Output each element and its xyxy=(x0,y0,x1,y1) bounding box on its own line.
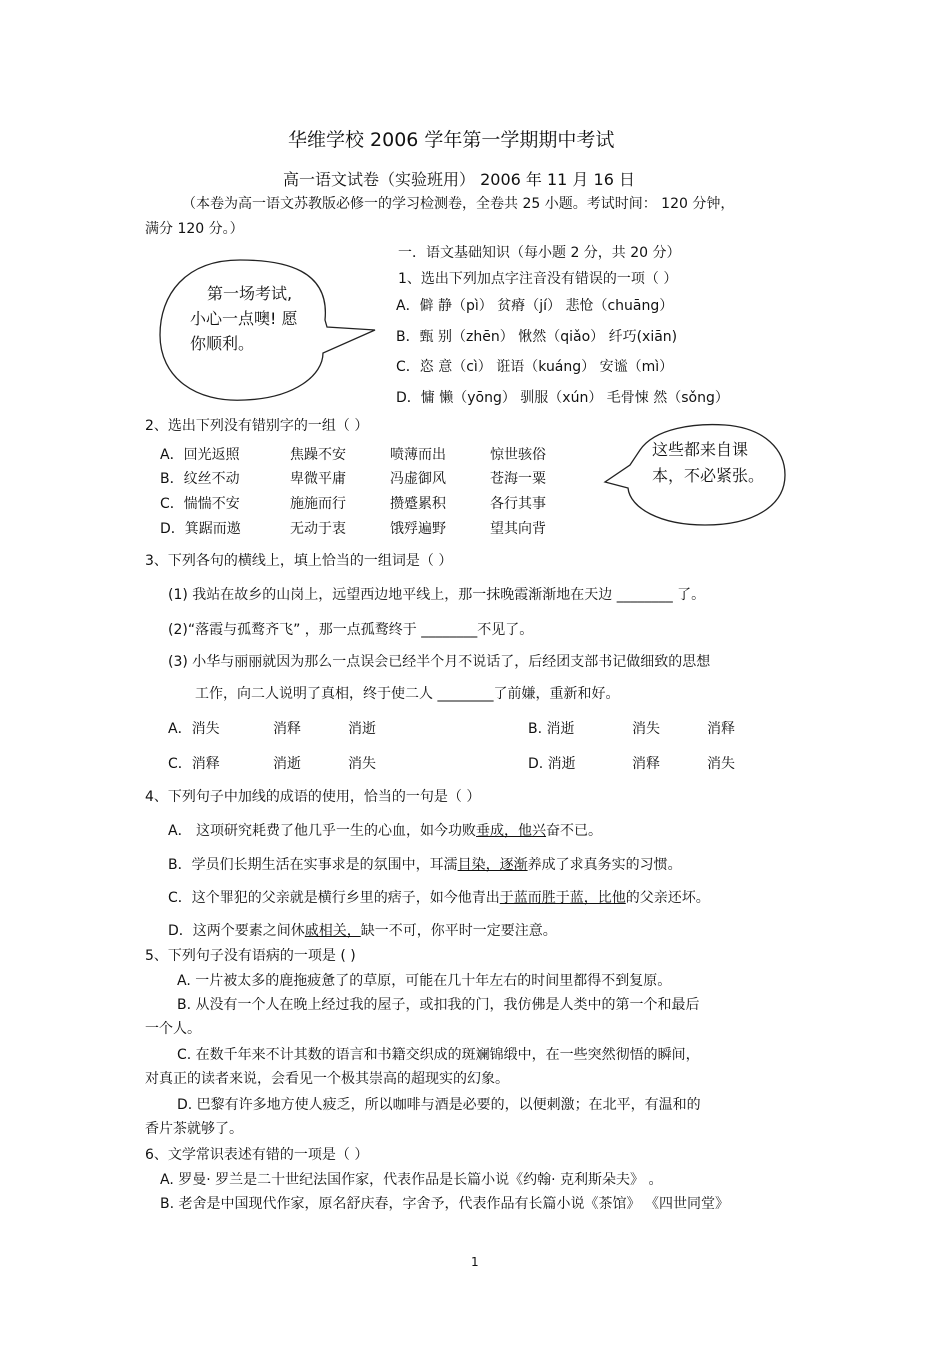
section-1-heading: 一．语文基础知识（每小题 2 分，共 20 分） xyxy=(398,245,681,261)
q2-b-3: 冯虚御风 xyxy=(390,471,446,487)
q2-a-1: A．回光返照 xyxy=(160,447,240,463)
bubble-left-line-2: 小心一点噢! 愿 xyxy=(190,309,298,328)
bubble-left-line-1: 第一场考试, xyxy=(207,284,293,303)
q3-c-3: 消失 xyxy=(348,756,376,772)
q3-b-2: 消失 xyxy=(632,721,660,737)
q5-option-b-line-2: 一个人。 xyxy=(145,1021,201,1037)
q3-d-1: D. 消逝 xyxy=(528,756,576,772)
q4-stem: 4、下列句子中加线的成语的使用，恰当的一句是（ ） xyxy=(145,789,481,805)
q6-option-b: B. 老舍是中国现代作家，原名舒庆春，字舍予，代表作品有长篇小说《茶馆》 《四世同堂》 xyxy=(160,1196,729,1212)
q3-a-1: A．消失 xyxy=(168,721,220,737)
q2-d-4: 望其向背 xyxy=(490,521,546,537)
q2-d-3: 饿殍遍野 xyxy=(390,521,446,537)
q2-c-2: 施施而行 xyxy=(290,496,346,512)
q3-sentence-3a: (3) 小华与丽丽就因为那么一点误会已经半个月不说话了，后经团支部书记做细致的思想 xyxy=(168,654,711,670)
q4-option-c: C．这个罪犯的父亲就是横行乡里的痞子，如今他青出于蓝而胜于蓝，比他的父亲还坏。 xyxy=(168,890,710,906)
q4-a-underlined: 垂成，他兴 xyxy=(476,823,547,839)
q2-d-1: D．箕踞而遨 xyxy=(160,521,241,537)
q1-option-b: B．甄 别（zhēn） 愀然（qiǎo） 纤巧(xiān) xyxy=(396,329,678,345)
q3-d-2: 消释 xyxy=(632,756,660,772)
q4-option-d: D．这两个要素之间休戚相关，缺一不可，你平时一定要注意。 xyxy=(168,923,557,939)
bubble-right-line-2: 本，不必紧张。 xyxy=(652,466,765,485)
q2-b-2: 卑微平庸 xyxy=(290,471,346,487)
q6-stem: 6、文学常识表述有错的一项是（ ） xyxy=(145,1147,369,1163)
intro-line-2: 满分 120 分。） xyxy=(145,221,244,237)
q2-a-2: 焦躁不安 xyxy=(290,447,346,463)
q3-a-3: 消逝 xyxy=(348,721,376,737)
q4-d-underlined: 戚相关， xyxy=(304,923,361,939)
q3-a-2: 消释 xyxy=(273,721,301,737)
q1-option-c: C．恣 意（cì） 诳语（kuáng） 安谧（mì） xyxy=(396,359,674,375)
q1-stem: 1、选出下列加点字注音没有错误的一项（ ） xyxy=(398,271,678,287)
q4-b-underlined: 目染，逐渐 xyxy=(457,857,528,873)
exam-subtitle: 高一语文试卷（实验班用） 2006 年 11 月 16 日 xyxy=(283,170,635,189)
q3-b-1: B. 消逝 xyxy=(528,721,575,737)
q4-option-b: B．学员们长期生活在实事求是的氛围中，耳濡目染，逐渐养成了求真务实的习惯。 xyxy=(168,857,682,873)
q2-c-3: 攒蹙累积 xyxy=(390,496,446,512)
q1-option-d: D．慵 懒（yōng） 驯服（xún） 毛骨悚 然（sǒng） xyxy=(396,390,729,406)
q3-d-3: 消失 xyxy=(707,756,735,772)
q2-c-1: C．惴惴不安 xyxy=(160,496,240,512)
q3-sentence-2: (2)“落霞与孤鹜齐飞” ，那一点孤鹜终于 ________不见了。 xyxy=(168,622,534,638)
q2-b-4: 苍海一粟 xyxy=(490,471,546,487)
q4-option-a: A． 这项研究耗费了他几乎一生的心血，如今功败垂成，他兴奋不已。 xyxy=(168,823,603,839)
bubble-left-line-3: 你顺利。 xyxy=(190,334,255,353)
exam-title: 华维学校 2006 学年第一学期期中考试 xyxy=(288,129,615,151)
q5-option-c-line-2: 对真正的读者来说，会看见一个极其崇高的超现实的幻象。 xyxy=(145,1071,509,1087)
page-number: 1 xyxy=(471,1255,479,1269)
q3-b-3: 消释 xyxy=(707,721,735,737)
q4-c-underlined: 于蓝而胜于蓝，比他 xyxy=(499,890,626,906)
q1-option-a: A．僻 静（pì） 贫瘠（jí） 悲怆（chuāng） xyxy=(396,298,674,314)
q5-option-c-line-1: C. 在数千年来不计其数的语言和书籍交织成的斑斓锦缎中，在一些突然彻悟的瞬间， xyxy=(177,1047,700,1063)
q5-stem: 5、下列句子没有语病的一项是 ( ) xyxy=(145,948,356,964)
q3-sentence-1: (1) 我站在故乡的山岗上，远望西边地平线上，那一抹晚霞渐渐地在天边 ________ 了。 xyxy=(168,587,706,603)
q3-c-1: C．消释 xyxy=(168,756,220,772)
q5-option-a: A. 一片被太多的鹿拖疲惫了的草原，可能在几十年左右的时间里都得不到复原。 xyxy=(177,973,672,989)
q3-stem: 3、下列各句的横线上，填上恰当的一组词是（ ） xyxy=(145,553,453,569)
q5-option-b-line-1: B. 从没有一个人在晚上经过我的屋子，或扣我的门，我仿佛是人类中的第一个和最后 xyxy=(177,997,700,1013)
q3-sentence-3b: 工作，向二人说明了真相，终于使二人 ________了前嫌，重新和好。 xyxy=(195,686,620,702)
bubble-right-line-1: 这些都来自课 xyxy=(652,440,749,459)
q2-d-2: 无动于衷 xyxy=(290,521,346,537)
q5-option-d-line-1: D. 巴黎有许多地方使人疲乏，所以咖啡与酒是必要的，以便刺激；在北平，有温和的 xyxy=(177,1097,701,1113)
q2-a-3: 喷薄而出 xyxy=(390,447,446,463)
q2-stem: 2、选出下列没有错别字的一组（ ） xyxy=(145,418,369,434)
q3-c-2: 消逝 xyxy=(273,756,301,772)
intro-line-1: （本卷为高一语文苏教版必修一的学习检测卷，全卷共 25 小题。考试时间： 120 分钟， xyxy=(182,196,735,212)
q2-b-1: B．纹丝不动 xyxy=(160,471,240,487)
q5-option-d-line-2: 香片茶就够了。 xyxy=(145,1121,243,1137)
q2-a-4: 惊世骇俗 xyxy=(490,447,546,463)
q6-option-a: A. 罗曼· 罗兰是二十世纪法国作家，代表作品是长篇小说《约翰· 克利斯朵夫》 。 xyxy=(160,1172,663,1188)
q2-c-4: 各行其事 xyxy=(490,496,546,512)
